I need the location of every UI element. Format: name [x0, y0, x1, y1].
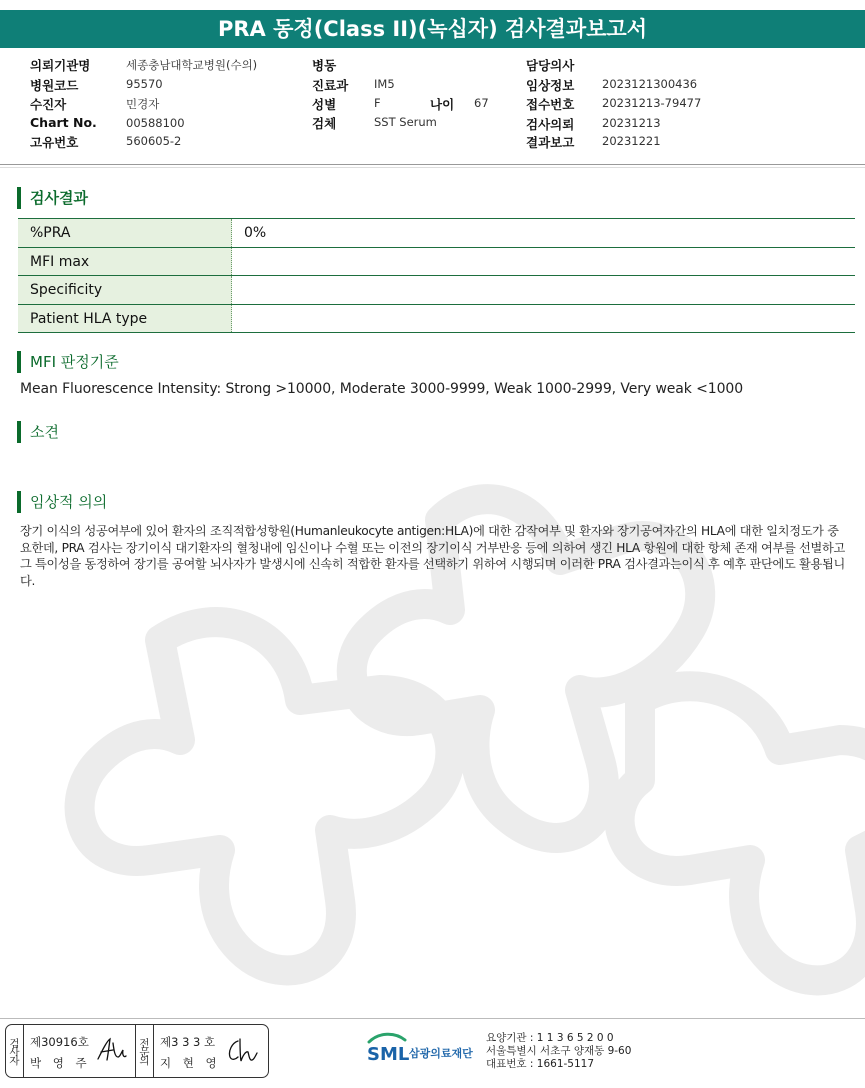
info-label: 나이	[430, 97, 455, 112]
specialist-license: 제3 3 3 호	[160, 1035, 216, 1049]
info-value: 00588100	[126, 116, 185, 130]
info-divider	[0, 164, 865, 165]
info-value: 2023121300436	[602, 77, 698, 91]
results-table	[18, 218, 855, 333]
info-value: 20231221	[602, 134, 661, 148]
info-value: 20231213	[602, 116, 661, 130]
examiner-cell	[24, 1025, 136, 1077]
result-key: MFI max	[18, 248, 232, 276]
institution-line: 서울특별시 서초구 양재동 9-60	[486, 1045, 632, 1057]
info-label: 임상정보	[526, 78, 575, 93]
specialist-cell	[154, 1025, 266, 1077]
info-label: 의뢰기관명	[30, 58, 91, 73]
info-value: 560605-2	[126, 134, 182, 148]
examiner-name: 박 영 주	[30, 1056, 91, 1070]
info-label: 성별	[312, 97, 337, 112]
info-label: 검체	[312, 116, 337, 131]
info-label: 수진자	[30, 97, 67, 112]
result-value	[232, 276, 855, 304]
section-results-heading: 검사결과	[17, 187, 88, 209]
info-label: Chart No.	[30, 115, 97, 130]
footer-divider	[0, 1018, 865, 1019]
info-label: 결과보고	[526, 135, 575, 150]
section-clinical-heading: 임상적 의의	[17, 491, 107, 513]
section-mfi-heading: MFI 판정기준	[17, 351, 119, 373]
result-key: %PRA	[18, 219, 232, 247]
examiner-license: 제30916호	[30, 1035, 89, 1049]
clinical-significance-text: 장기 이식의 성공여부에 있어 환자의 조직적합성항원(Humanleukocyte antigen:HLA)에 대한 감작여부 및 환자와 장기공여자간의 HLA에 대한 일치정도가 중요한데, PRA 검사는 장기이식 대기환자의 혈청내에 임신이나 수혈 또는 이전의 장기이식 거부반응 등에 의하여 생긴 HLA 항원에 대한 항체 존재 여부를 선별하고 그 특이성을 동정하여 장기를 공여할 뇌사자가 발생시에 신속히 적합한 환자를 선택하기 위하여 시행되며 이러한 PRA 검사결과는이식 후 예후 판단에도 활용됩니다.	[20, 524, 845, 588]
info-value: SST Serum	[374, 115, 437, 129]
info-label: 고유번호	[30, 135, 79, 150]
result-value	[232, 305, 855, 333]
info-label: 병동	[312, 58, 337, 73]
info-label: 진료과	[312, 78, 349, 93]
info-divider	[0, 167, 865, 168]
info-label: 담당의사	[526, 58, 575, 73]
institution-line: 요양기관 : 1 1 3 6 5 2 0 0	[486, 1032, 614, 1044]
examiner-label: 검사자	[6, 1025, 24, 1077]
table-row	[18, 219, 855, 248]
org-name: 삼광의료재단	[409, 1047, 473, 1060]
specialist-signature-icon	[224, 1035, 260, 1067]
logo-text: SML	[367, 1044, 410, 1065]
institution-info	[486, 1032, 631, 1071]
institution-line: 대표번호 : 1661-5117	[486, 1058, 595, 1070]
info-value: 20231213-79477	[602, 96, 702, 110]
mfi-criteria-text: Mean Fluorescence Intensity: Strong >10000, Moderate 3000-9999, Weak 1000-2999, Very weak <1000	[20, 381, 744, 397]
info-value: 민경자	[126, 97, 160, 111]
info-label: 검사의뢰	[526, 117, 575, 132]
result-value	[232, 248, 855, 276]
table-row	[18, 276, 855, 305]
result-value: 0%	[244, 225, 267, 241]
examiner-signature-icon	[95, 1035, 129, 1065]
specialist-name: 지 현 영	[160, 1056, 221, 1070]
info-value: 67	[474, 96, 489, 110]
info-value: 세종충남대학교병원(수의)	[126, 58, 258, 72]
info-value: 95570	[126, 77, 163, 91]
info-label: 접수번호	[526, 97, 575, 112]
info-value: F	[374, 96, 381, 110]
report-title: PRA 동정(Class II)(녹십자) 검사결과보고서	[0, 10, 865, 48]
signature-box	[5, 1024, 269, 1078]
patient-info	[0, 54, 865, 162]
result-key: Specificity	[18, 276, 232, 304]
info-value: IM5	[374, 77, 395, 91]
specialist-label: 전문의	[136, 1025, 154, 1077]
result-key: Patient HLA type	[18, 305, 232, 333]
table-row	[18, 305, 855, 334]
section-opinion-heading: 소견	[17, 421, 59, 443]
info-label: 병원코드	[30, 78, 79, 93]
table-row	[18, 248, 855, 277]
